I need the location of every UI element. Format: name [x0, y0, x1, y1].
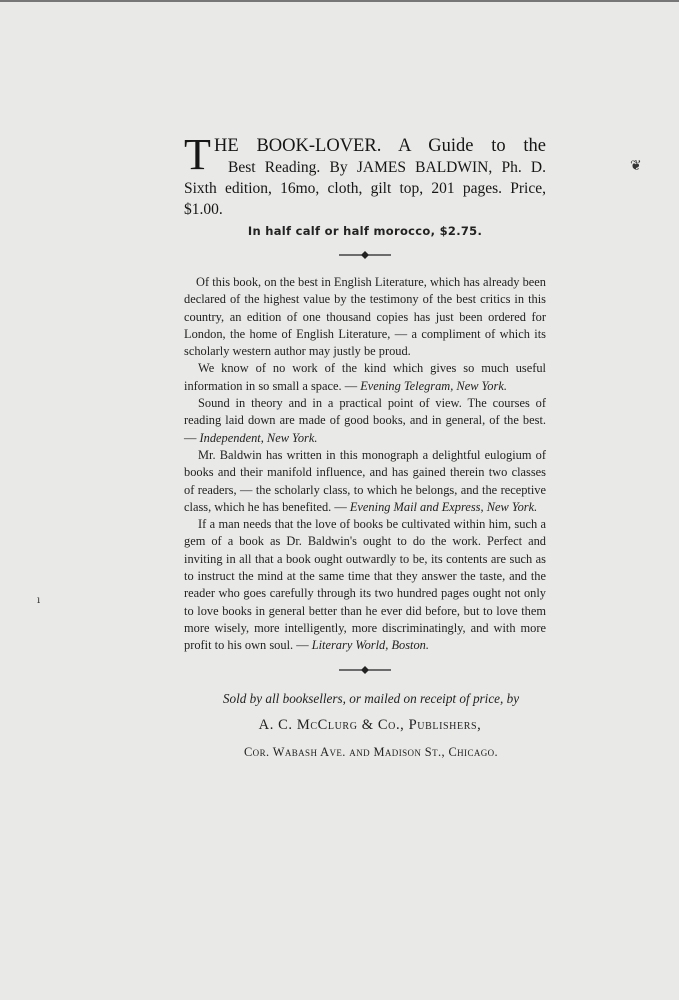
publisher-block: [184, 691, 546, 760]
author-line: Best Reading. By JAMES BALDWIN, Ph. D.: [228, 159, 546, 176]
page-top-edge: [0, 0, 679, 2]
drop-cap: T: [184, 130, 211, 179]
ink-speck: ❦: [630, 158, 642, 174]
reviews: [184, 274, 546, 655]
publisher-name: A. C. McClurg & Co., Publishers,: [258, 716, 482, 733]
review-source: Evening Mail and Express, New York.: [349, 499, 538, 514]
review-text: Sound in theory and in a practical point of view. The courses of reading laid down are made of good books, and in general, of the best. —: [184, 396, 546, 445]
half-calf-price: In half calf or half morocco, $2.75.: [247, 224, 483, 238]
review-source: Evening Telegram, New York.: [360, 378, 507, 393]
ink-mark: ı: [37, 595, 41, 606]
review-source: Literary World, Boston.: [311, 638, 429, 653]
title-block: [184, 130, 546, 220]
title-line: HE BOOK-LOVER. A Guide to the: [214, 136, 546, 156]
review-paragraph: [184, 447, 546, 516]
review-paragraph: [184, 274, 546, 360]
advertisement: [184, 130, 546, 760]
publisher-address: Cor. Wabash Ave. and Madison St., Chicago.: [244, 744, 499, 759]
review-paragraph: [184, 516, 546, 654]
price-line: $1.00.: [184, 201, 223, 218]
review-text: Of this book, on the best in English Literature, which has already been declared of the highest value by the testimony of the best critics in this country, an edition of one thousand copies has just been ordered for London, the home of English Literature, — a compliment of which its scholarly western author may justly be proud.: [184, 275, 546, 359]
ornament-divider-icon: [335, 665, 395, 675]
review-text: We know of no work of the kind which gives so much useful information in so small a space. —: [184, 361, 546, 393]
edition-line: Sixth edition, 16mo, cloth, gilt top, 201 pages. Price,: [184, 180, 546, 197]
ornament-divider-icon: [335, 250, 395, 260]
review-source: Independent, New York.: [199, 430, 318, 445]
review-text: If a man needs that the love of books be cultivated within him, such a gem of a book as Dr. Baldwin's ought to do the work. Perfect and inviting in all that a book ought outwardly to be, its contents are such as to instruct the mind at the same time that they answer the taste, and the reader who goes carefully through its two hundred pages ought not only to love books in general better than he ever did before, but to love them more wisely, more intelligently, more discriminatingly, and with more profit to his own soul. —: [184, 517, 546, 653]
review-text: Mr. Baldwin has written in this monograph a delightful eulogium of books and their manifold influence, and has gained therein two classes of readers, — the scholarly class, to which he belongs, and the receptive class, which he has benefited. —: [184, 447, 546, 514]
review-paragraph: [184, 395, 546, 447]
review-paragraph: [184, 360, 546, 395]
sold-line: Sold by all booksellers, or mailed on receipt of price, by: [222, 690, 520, 706]
